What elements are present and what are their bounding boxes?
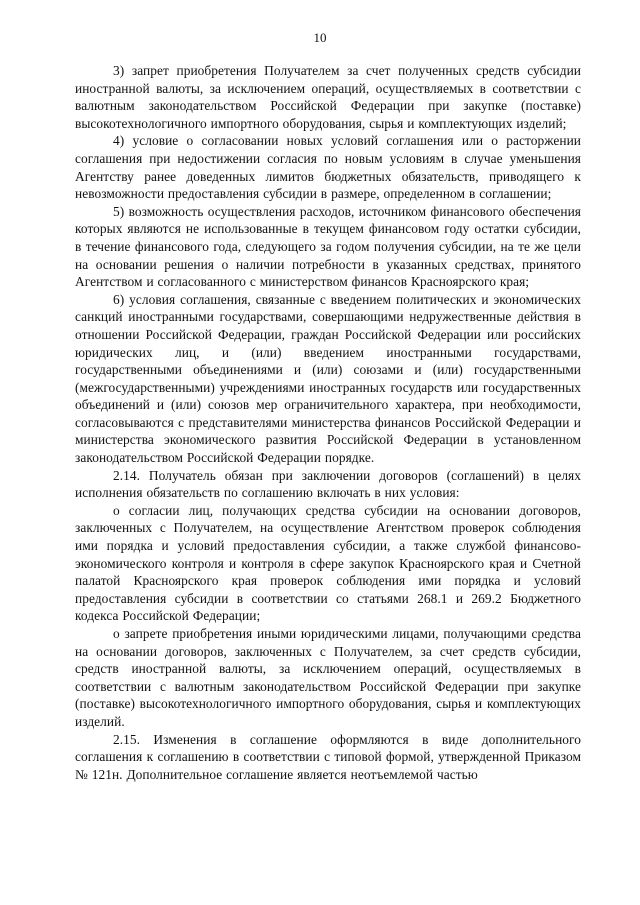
- paragraph-2-15: 2.15. Изменения в соглашение оформляются в виде дополнительного соглашения к соглашению в соответствии с типовой формой, утвержденной Приказом № 121н. Дополнительное соглашение является неотъемлемой частью: [75, 731, 581, 782]
- paragraph-item-3: 3) запрет приобретения Получателем за счет полученных средств субсидии иностранной валюты, за исключением операций, осуществляемых в соответствии с валютным законодательством Российской Федерации при закупке (поставке) высокотехнологичного импортного оборудования, сырья и комплектующих изделий;: [75, 63, 581, 131]
- document-body: [75, 62, 581, 783]
- paragraph-item-4: 4) условие о согласовании новых условий соглашения или о расторжении соглашения при недостижении согласия по новым условиям в случае уменьшения Агентству ранее доведенных лимитов бюджетных обязательств, приводящего к невозможности предоставления субсидии в размере, определенном в соглашении;: [75, 133, 581, 202]
- paragraph-2-14: 2.14. Получатель обязан при заключении договоров (соглашений) в целях исполнения обязательств по соглашению включать в них условия:: [75, 467, 581, 501]
- paragraph-item-5: 5) возможность осуществления расходов, источником финансового обеспечения которых являются не использованные в текущем финансовом году остатки субсидии, в течение финансового года, следующего за годом получения субсидии, на те же цели на основании решения о наличии потребности в указанных средствах, принятого Агентством и согласованного с министерством финансов Красноярского края;: [75, 203, 581, 290]
- paragraph-prohibition-condition: о запрете приобретения иными юридическими лицами, получающими средства на основании договоров, заключенных с Получателем, за счет средств субсидии, средств иностранной валюты, за исключением операций, осуществляемых в соответствии с валютным законодательством Российской Федерации при закупке (поставке) высокотехнологичного импортного оборудования, сырья и комплектующих изделий.: [75, 626, 581, 729]
- page-number: 10: [313, 30, 327, 45]
- paragraph-item-6: 6) условия соглашения, связанные с введением политических и экономических санкций иностранными государствами, совершающими недружественные действия в отношении Российской Федерации, граждан Российской Федерации или российских юридических лиц, и (или) введением иностранными государствами, государственными объединениями и (или) союзами и (или) государственными (межгосударственными) учреждениями иностранных государств или государственных объединений и (или) союзов мер ограничительного характера, при необходимости, согласовываются с представителями министерства финансов Российской Федерации и министерства экономического развития Российской Федерации в установленном законодательством Российской Федерации порядке.: [75, 291, 581, 466]
- paragraph-consent-condition: о согласии лиц, получающих средства субсидии на основании договоров, заключенных с Получателем, на осуществление Агентством проверок соблюдения ими порядка и условий предоставления субсидии, а также службой финансово-экономического контроля и контроля в сфере закупок Красноярского края и Счетной палатой Красноярского края проверок соблюдения ими порядка и условий предоставления субсидии в соответствии со статьями 268.1 и 269.2 Бюджетного кодекса Российской Федерации;: [75, 502, 581, 624]
